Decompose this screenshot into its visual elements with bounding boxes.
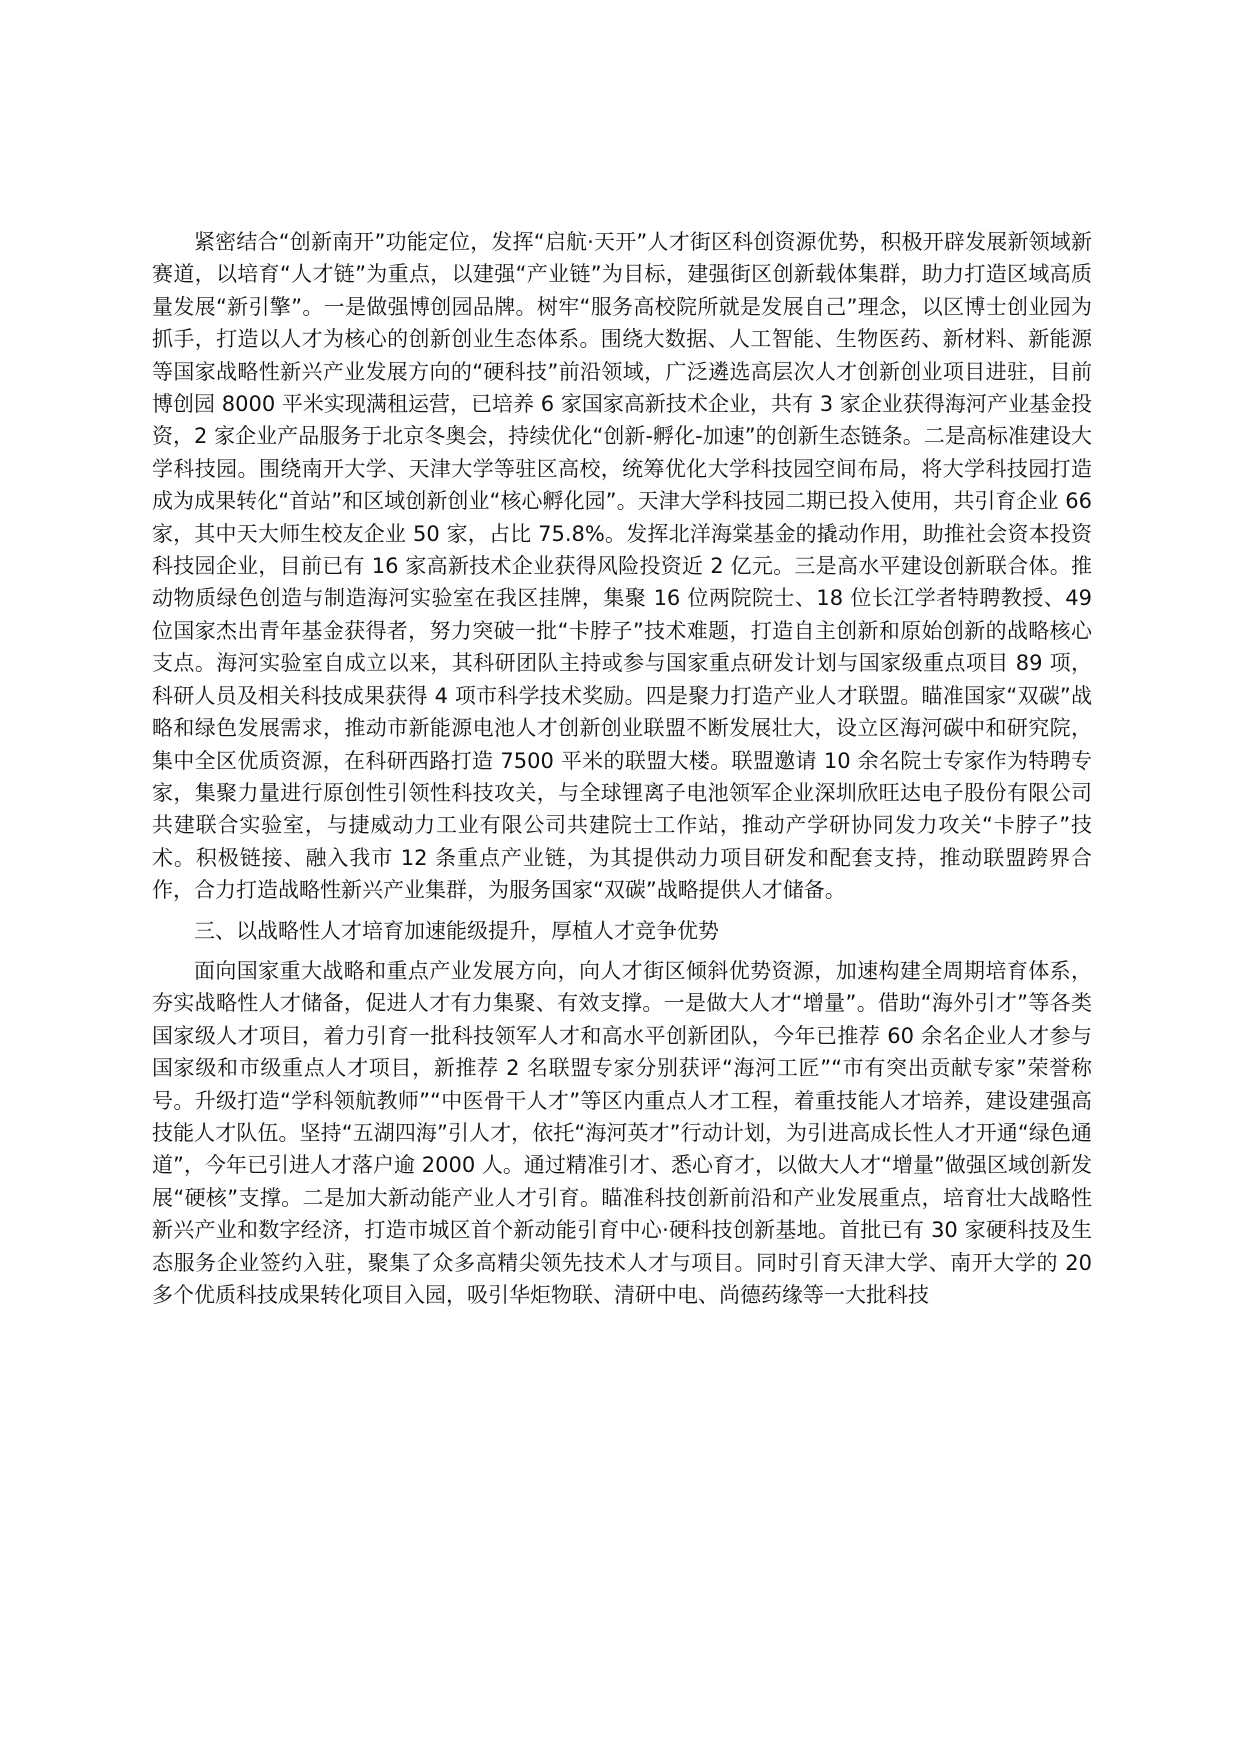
paragraph-innovation-carriers: 紧密结合“创新南开”功能定位，发挥“启航·天开”人才街区科创资源优势，积极开辟发展新领域新赛道，以培育“人才链”为重点，以建强“产业链”为目标，建强街区创新载体集群，助力打造区域高质量发展“新引擎”。一是做强博创园品牌。树牢“服务高校院所就是发展自己”理念，以区博士创业园为抓手，打造以人才为核心的创新创业生态体系。围绕大数据、人工智能、生物医药、新材料、新能源等国家战略性新兴产业发展方向的“硬科技”前沿领域，广泛遴选高层次人才创新创业项目进驻，目前博创园 8000 平米实现满租运营，已培养 6 家国家高新技术企业，共有 3 家企业获得海河产业基金投资，2 家企业产品服务于北京冬奥会，持续优化“创新-孵化-加速”的创新生态链条。二是高标准建设大学科技园。围绕南开大学、天津大学等驻区高校，统筹优化大学科技园空间布局，将大学科技园打造成为成果转化“首站”和区域创新创业“核心孵化园”。天津大学科技园二期已投入使用，共引育企业 66 家，其中天大师生校友企业 50 家，占比 75.8%。发挥北洋海棠基金的撬动作用，助推社会资本投资科技园企业，目前已有 16 家高新技术企业获得风险投资近 2 亿元。三是高水平建设创新联合体。推动物质绿色创造与制造海河实验室在我区挂牌，集聚 16 位两院院士、18 位长江学者特聘教授、49 位国家杰出青年基金获得者，努力突破一批“卡脖子”技术难题，打造自主创新和原始创新的战略核心支点。海河实验室自成立以来，其科研团队主持或参与国家重点研发计划与国家级重点项目 89 项，科研人员及相关科技成果获得 4 项市科学技术奖励。四是聚力打造产业人才联盟。瞄准国家“双碳”战略和绿色发展需求，推动市新能源电池人才创新创业联盟不断发展壮大，设立区海河碳中和研究院，集中全区优质资源，在科研西路打造 7500 平米的联盟大楼。联盟邀请 10 余名院士专家作为特聘专家，集聚力量进行原创性引领性科技攻关，与全球锂离子电池领军企业深圳欣旺达电子股份有限公司共建联合实验室，与捷威动力工业有限公司共建院士工作站，推动产学研协同发力攻关“卡脖子”技术。积极链接、融入我市 12 条重点产业链，为其提供动力项目研发和配套支持，推动联盟跨界合作，合力打造战略性新兴产业集群，为服务国家“双碳”战略提供人才储备。 [152,230,1092,903]
section-heading-three: 三、以战略性人才培育加速能级提升，厚植人才竞争优势 [194,918,719,943]
paragraph-talent-cultivation: 面向国家重大战略和重点产业发展方向，向人才街区倾斜优势资源，加速构建全周期培育体系，夯实战略性人才储备，促进人才有力集聚、有效支撑。一是做大人才“增量”。借助“海外引才”等各类国家级人才项目，着力引育一批科技领军人才和高水平创新团队，今年已推荐 60 余名企业人才参与国家级和市级重点人才项目，新推荐 2 名联盟专家分别获评“海河工匠”“市有突出贡献专家”荣誉称号。升级打造“学科领航教师”“中医骨干人才”等区内重点人才工程，着重技能人才培养，建设建强高技能人才队伍。坚持“五湖四海”引人才，依托“海河英才”行动计划，为引进高成长性人才开通“绿色通道”，今年已引进人才落户逾 2000 人。通过精准引才、悉心育才，以做大人才“增量”做强区域创新发展“硬核”支撑。二是加大新动能产业人才引育。瞄准科技创新前沿和产业发展重点，培育壮大战略性新兴产业和数字经济，打造市城区首个新动能引育中心·硬科技创新基地。首批已有 30 家硬科技及生态服务企业签约入驻，聚集了众多高精尖领先技术人才与项目。同时引育天津大学、南开大学的 20 多个优质科技成果转化项目入园，吸引华炬物联、清研中电、尚德药缘等一大批科技 [152,958,1092,1307]
document-body [152,226,1092,1311]
